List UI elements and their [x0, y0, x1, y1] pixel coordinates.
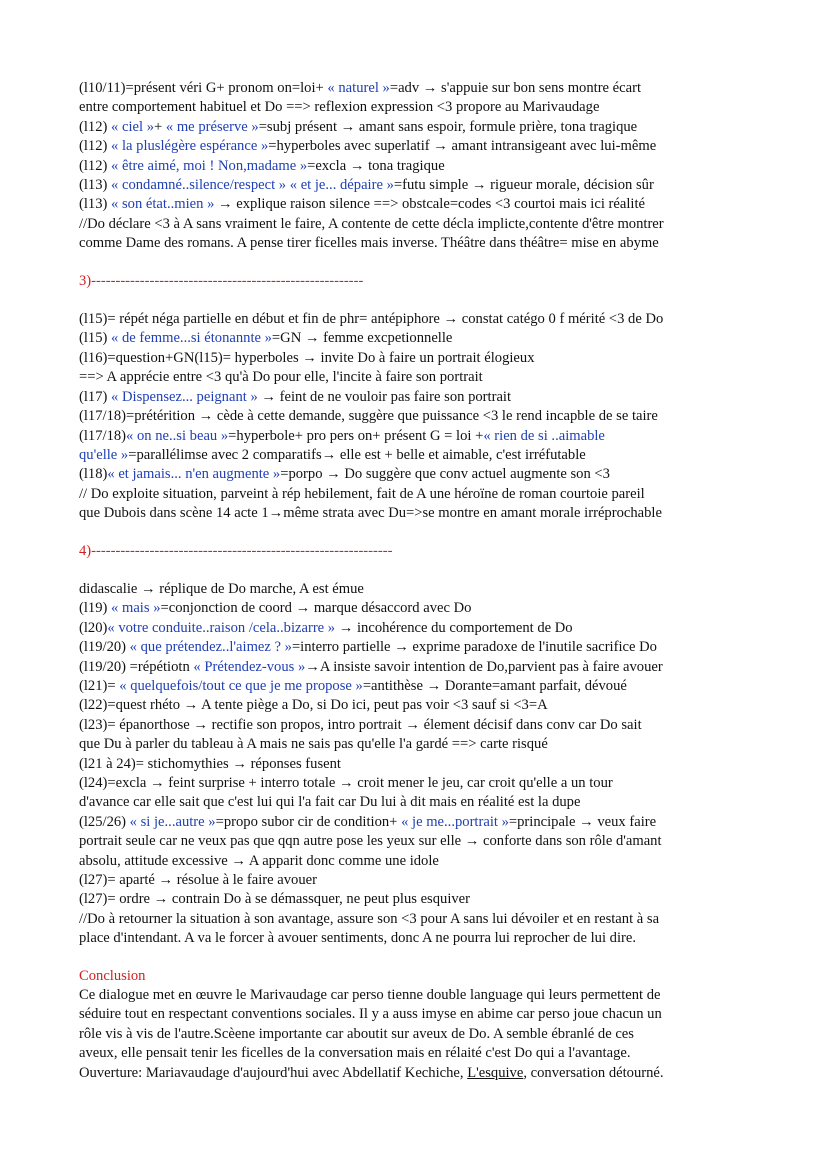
quote: « Prétendez-vous » [193, 658, 306, 675]
note-line: (l17/18)=prétérition → cède à cette demande, suggère que puissance <3 le rend incapble de se taire [79, 408, 658, 425]
note-line: (l15)= répét néga partielle en début et fin de phr= antépiphore → constat catégo 0 f mérité <3 de Do [79, 311, 664, 328]
section-3-heading: 3)-------------------------------------------------------- [79, 272, 364, 289]
quote: « naturel » [327, 80, 390, 96]
section-4-heading: 4)-------------------------------------------------------------- [79, 542, 393, 559]
note-line: (l21)= « quelquefois/tout ce que je me propose »=antithèse → Dorante=amant parfait, dévoué [79, 677, 627, 694]
quote: « la pluslégère espérance » [111, 138, 269, 155]
note-line: (l25/26) « si je...autre »=propo subor cir de condition+ « je me...portrait »=principale → veux faire [79, 813, 657, 830]
quote: « rien de si ..aimable [483, 427, 605, 444]
note-line: portrait seule car ne veux pas que qqn autre pose les yeux sur elle → conforte dans son rôle d'amant [79, 833, 662, 850]
note-line: //Do déclare <3 à A sans vraiment le faire, A contente de cette décla implicte,contente d'être montrer [79, 215, 664, 232]
conclusion-line: rôle vis à vis de l'autre.Scèene importante car aboutit sur aveux de Do. A semble ébranlé de ces [79, 1025, 634, 1042]
spacer [79, 524, 768, 542]
quote: « que prétendez..l'aimez ? » [129, 639, 292, 656]
quote: « votre conduite..raison /cela..bizarre » [107, 619, 336, 636]
quote: « et jamais... n'en augmente » [107, 466, 281, 483]
note-line: (l16)=question+GN(l15)= hyperboles → invite Do à faire un portrait élogieux [79, 349, 535, 366]
note-line: entre comportement habituel et Do ==> reflexion expression <3 propore au Marivaudage [79, 99, 600, 116]
quote: qu'elle » [79, 446, 129, 463]
spacer [79, 254, 768, 272]
note-line: (l13) « condamné..silence/respect » « et je... dépaire »=futu simple → rigueur morale, décision sûr [79, 177, 654, 194]
note-line: (l17/18)« on ne..si beau »=hyperbole+ pro pers on+ présent G = loi +« rien de si ..aimable [79, 427, 605, 444]
quote: « me préserve » [165, 118, 259, 135]
note-line: (l10/11)=présent véri G+ pronom on=loi+ « naturel »=adv → s'appuie sur bon sens montre écart [79, 80, 642, 96]
conclusion-line: aveux, elle pensait tenir les ficelles de la conversation mais en rélaité c'est Do qui a l'avantage. [79, 1045, 631, 1062]
spacer [79, 291, 768, 310]
conclusion-section [79, 967, 768, 1083]
quote: « mais » [111, 600, 161, 617]
note-line: // Do exploite situation, parveint à rép hebilement, fait de A une héroïne de roman courtoie pareil [79, 485, 645, 502]
note-line: (l21 à 24)= stichomythies → réponses fusent [79, 755, 341, 772]
note-line: (l22)=quest rhéto → A tente piège a Do, si Do ici, peut pas voir <3 sauf si <3=A [79, 697, 548, 714]
section-3-notes [79, 310, 768, 523]
quote: « quelquefois/tout ce que je me propose » [119, 677, 363, 694]
quote: « ciel » [111, 118, 154, 135]
note-line: (l19/20) =répétiotn « Prétendez-vous »→A insiste savoir intention de Do,parvient pas à faire avouer [79, 658, 663, 675]
note-line: (l12) « la pluslégère espérance »=hyperboles avec superlatif → amant intransigeant avec lui-même [79, 138, 657, 155]
quote: « Dispensez... peignant » [111, 388, 258, 405]
note-line: comme Dame des romans. A pense tirer ficelles mais inverse. Théâtre dans théâtre= mise en abyme [79, 235, 659, 252]
quote: « de femme...si étonannte » [111, 330, 272, 347]
quote: « condamné..silence/respect » [111, 177, 287, 194]
note-line: place d'intendant. A va le forcer à avouer sentiments, donc A ne pourra lui reprocher de lui dire. [79, 930, 636, 947]
note-line: (l27)= aparté → résolue à le faire avouer [79, 872, 317, 889]
note-line: (l27)= ordre → contrain Do à se démassquer, ne peut plus esquiver [79, 891, 471, 908]
quote: « je me...portrait » [401, 813, 509, 830]
quote: « et je... dépaire » [289, 177, 394, 194]
note-line: (l19) « mais »=conjonction de coord → marque désaccord avec Do [79, 600, 472, 617]
conclusion-line: Ouverture: Mariavaudage d'aujourd'hui avec Abdellatif Kechiche, L'esquive, conversation détourné. [79, 1064, 664, 1081]
note-line: (l24)=excla → feint surprise + interro totale → croit mener le jeu, car croit qu'elle a un tour [79, 775, 613, 791]
note-line: ==> A apprécie entre <3 qu'à Do pour elle, l'incite à faire son portrait [79, 369, 483, 386]
note-line: (l12) « ciel »+ « me préserve »=subj présent → amant sans espoir, formule prière, tona tragique [79, 118, 638, 135]
note-line: qu'elle »=parallélimse avec 2 comparatifs→ elle est + belle et aimable, c'est irréfutable [79, 446, 586, 463]
section-2-notes [79, 79, 768, 254]
note-line: didascalie → réplique de Do marche, A est émue [79, 580, 364, 597]
note-line: (l18)« et jamais... n'en augmente »=porpo → Do suggère que conv actuel augmente son <3 [79, 466, 610, 483]
section-4-notes [79, 580, 768, 949]
note-line: (l20)« votre conduite..raison /cela..bizarre » → incohérence du comportement de Do [79, 619, 573, 636]
note-line: (l12) « être aimé, moi ! Non,madame »=excla → tona tragique [79, 157, 445, 174]
quote: « son état..mien » [111, 196, 215, 213]
note-line: //Do à retourner la situation à son avantage, assure son <3 pour A sans lui dévoiler et en restant à sa [79, 910, 660, 927]
note-line: (l15) « de femme...si étonannte »=GN → femme excpetionnelle [79, 330, 453, 347]
note-line: que Dubois dans scène 14 acte 1→même strata avec Du=>se montre en amant morale irréprochable [79, 505, 662, 522]
quote: « si je...autre » [129, 813, 216, 830]
note-line: d'avance car elle sait que c'est lui qui l'a fait car Du lui à dit mais en réalité est la dupe [79, 794, 581, 811]
conclusion-heading: Conclusion [79, 967, 146, 984]
conclusion-line: séduire tout en respectant conventions sociales. Il y a auss imyse en abime car perso joue chacun un [79, 1006, 662, 1023]
note-line: (l13) « son état..mien » → explique raison silence ==> obstcale=codes <3 courtoi mais ici réalité [79, 196, 645, 213]
spacer [79, 561, 768, 580]
note-line: (l19/20) « que prétendez..l'aimez ? »=interro partielle → exprime paradoxe de l'inutile sacrifice Do [79, 639, 657, 656]
spacer [79, 949, 768, 967]
quote: « on ne..si beau » [126, 427, 229, 444]
note-line: (l17) « Dispensez... peignant » → feint de ne vouloir pas faire son portrait [79, 388, 512, 405]
conclusion-line: Ce dialogue met en œuvre le Marivaudage car perso tienne double language qui leurs permettent de [79, 987, 661, 1004]
note-line: (l23)= épanorthose → rectifie son propos, intro portrait → élement décisif dans conv car Do sait [79, 716, 642, 733]
quote: « être aimé, moi ! Non,madame » [111, 157, 308, 174]
film-title: L'esquive [467, 1064, 524, 1081]
note-line: absolu, attitude excessive → A apparit donc comme une idole [79, 852, 439, 869]
note-line: que Du à parler du tableau à A mais ne sais pas qu'elle l'a gardé ==> carte risqué [79, 736, 548, 753]
